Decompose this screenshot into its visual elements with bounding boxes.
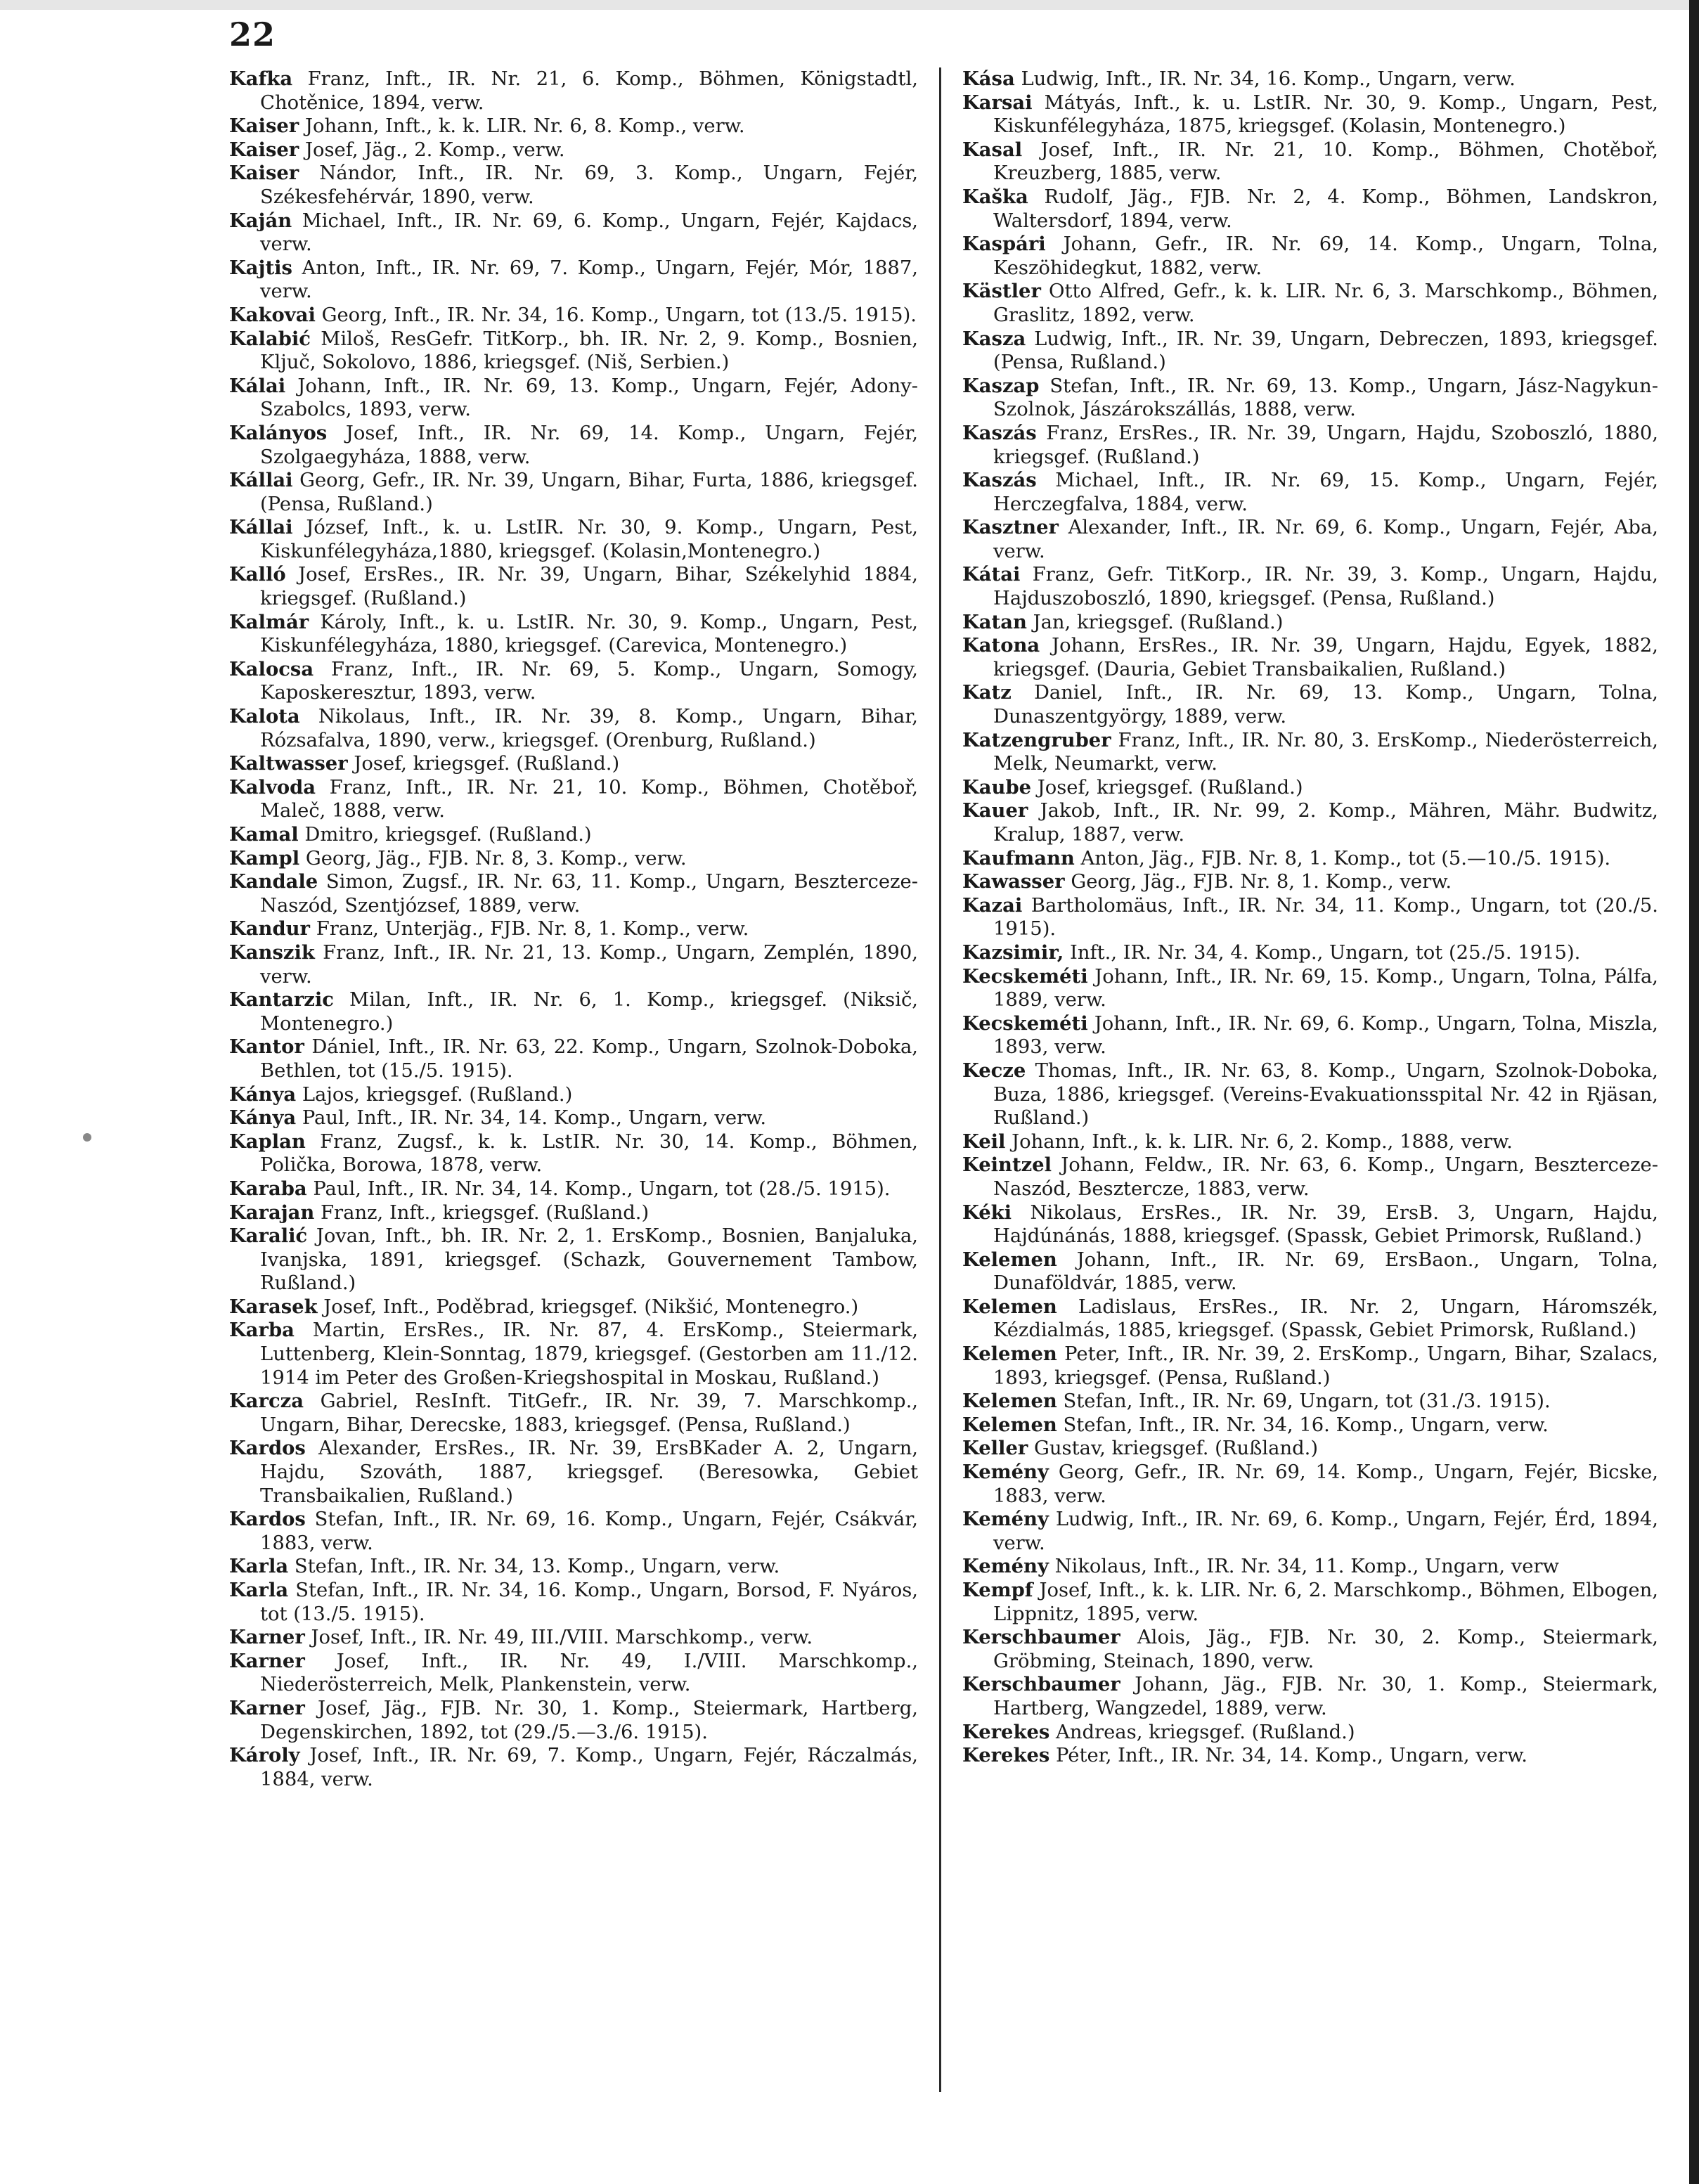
entry-details: Georg, Gefr., IR. Nr. 69, 14. Komp., Ungarn, Fejér, Bicske, 1883, verw. <box>993 1461 1658 1507</box>
list-entry <box>229 115 918 138</box>
entry-details: Thomas, Inft., IR. Nr. 63, 8. Komp., Ungarn, Szolnok-Doboka, Buza, 1886, kriegsgef. (Vereins-Evakuationsspital Nr. 42 in Rjäsan, Rußland.) <box>993 1059 1658 1130</box>
list-entry <box>229 422 918 469</box>
list-entry <box>229 1319 918 1390</box>
entry-surname: Kemény <box>962 1555 1049 1578</box>
entry-surname: Kaltwasser <box>229 752 348 775</box>
list-entry <box>229 1508 918 1555</box>
entry-surname: Keller <box>962 1437 1028 1460</box>
entry-details: Johann, Inft., IR. Nr. 69, ErsBaon., Ungarn, Tolna, Dunaföldvár, 1885, verw. <box>993 1248 1658 1295</box>
list-entry <box>962 941 1658 965</box>
entry-surname: Katz <box>962 681 1012 704</box>
entry-details: Péter, Inft., IR. Nr. 34, 14. Komp., Ungarn, verw. <box>1056 1745 1528 1767</box>
list-entry <box>962 328 1658 375</box>
entry-details: József, Inft., k. u. LstIR. Nr. 30, 9. Komp., Ungarn, Pest, Kiskunfélegyháza,1880, kriegsgef. (Kolasin,Montenegro.) <box>260 517 918 562</box>
entry-surname: Kalota <box>229 705 300 728</box>
list-entry <box>229 304 918 328</box>
entry-surname: Kawasser <box>962 870 1065 893</box>
list-entry <box>962 516 1658 563</box>
entry-details: Josef, Inft., IR. Nr. 69, 7. Komp., Ungarn, Fejér, Ráczalmás, 1884, verw. <box>260 1745 918 1790</box>
entry-details: Johann, Inft., IR. Nr. 69, 15. Komp., Ungarn, Tolna, Pálfa, 1889, verw. <box>993 965 1658 1012</box>
list-entry <box>962 799 1658 846</box>
entry-surname: Kállai <box>229 469 293 492</box>
list-entry <box>229 1437 918 1508</box>
entry-surname: Kelemen <box>962 1413 1057 1436</box>
entry-details: Michael, Inft., IR. Nr. 69, 15. Komp., Ungarn, Fejér, Herczegfalva, 1884, verw. <box>993 470 1658 515</box>
entry-surname: Kerekes <box>962 1720 1050 1743</box>
entry-surname: Kästler <box>962 280 1041 303</box>
list-entry <box>962 1721 1658 1745</box>
entry-details: Johann, Jäg., FJB. Nr. 30, 1. Komp., Steiermark, Hartberg, Wangzedel, 1889, verw. <box>993 1674 1658 1719</box>
entry-surname: Kecskeméti <box>962 1012 1088 1035</box>
entry-surname: Kalabić <box>229 327 311 350</box>
entry-details: Johann, Inft., IR. Nr. 69, 6. Komp., Ungarn, Tolna, Miszla, 1893, verw. <box>993 1012 1658 1059</box>
entry-surname: Kátai <box>962 563 1021 586</box>
entry-surname: Kaška <box>962 185 1028 208</box>
entry-surname: Kemény <box>962 1461 1049 1484</box>
list-entry <box>962 1508 1658 1555</box>
entry-details: Lajos, kriegsgef. (Rußland.) <box>302 1083 573 1106</box>
entry-details: Gustav, kriegsgef. (Rußland.) <box>1034 1437 1319 1460</box>
list-entry <box>229 1177 918 1201</box>
entry-details: Michael, Inft., IR. Nr. 69, 6. Komp., Ungarn, Fejér, Kajdacs, verw. <box>260 209 918 256</box>
entry-details: Bartholomäus, Inft., IR. Nr. 34, 11. Komp., Ungarn, tot (20./5. 1915). <box>993 894 1658 941</box>
entry-details: Nikolaus, Inft., IR. Nr. 39, 8. Komp., Ungarn, Bihar, Rózsafalva, 1890, verw., kriegsgef. (Orenburg, Rußland.) <box>260 706 918 751</box>
list-entry <box>229 870 918 917</box>
entry-surname: Katona <box>962 634 1040 657</box>
entry-surname: Kerekes <box>962 1744 1050 1767</box>
entry-details: Josef, Inft., IR. Nr. 69, 14. Komp., Ungarn, Fejér, Szolgaegyháza, 1888, verw. <box>260 422 918 468</box>
entry-details: Franz, ErsRes., IR. Nr. 39, Ungarn, Hajdu, Szoboszló, 1880, kriegsgef. (Rußland.) <box>993 422 1658 468</box>
list-entry <box>229 1390 918 1437</box>
entry-surname: Kempf <box>962 1579 1033 1601</box>
entry-surname: Kerschbaumer <box>962 1673 1120 1696</box>
list-entry <box>962 67 1658 91</box>
entry-surname: Kelemen <box>962 1343 1057 1366</box>
entry-surname: Kelemen <box>962 1248 1057 1271</box>
entry-details: Miloš, ResGefr. TitKorp., bh. IR. Nr. 2, 9. Komp., Bosnien, Ključ, Sokolovo, 1886, kriegsgef. (Niš, Serbien.) <box>260 328 918 374</box>
entry-surname: Kelemen <box>962 1390 1057 1413</box>
entry-details: Károly, Inft., k. u. LstIR. Nr. 30, 9. Komp., Ungarn, Pest, Kiskunfélegyháza, 1880, kriegsgef. (Carevica, Montenegro.) <box>260 611 918 657</box>
list-entry <box>229 1083 918 1107</box>
entry-details: Alois, Jäg., FJB. Nr. 30, 2. Komp., Steiermark, Gröbming, Steinach, 1890, verw. <box>993 1627 1658 1672</box>
list-entry <box>962 1579 1658 1626</box>
entry-surname: Karaba <box>229 1177 307 1200</box>
entry-details: Johann, Gefr., IR. Nr. 69, 14. Komp., Ungarn, Tolna, Keszöhidegkut, 1882, verw. <box>993 233 1658 279</box>
entry-surname: Kantor <box>229 1035 304 1059</box>
list-entry <box>229 328 918 375</box>
list-entry <box>229 138 918 162</box>
entry-surname: Kelemen <box>962 1295 1057 1318</box>
entry-details: Anton, Jäg., FJB. Nr. 8, 1. Komp., tot (5.—10./5. 1915). <box>1080 847 1611 870</box>
list-entry <box>229 941 918 988</box>
entry-details: Paul, Inft., IR. Nr. 34, 14. Komp., Ungarn, verw. <box>302 1107 767 1130</box>
entry-surname: Kalló <box>229 563 286 586</box>
list-entry <box>962 1461 1658 1508</box>
list-entry <box>962 634 1658 681</box>
list-entry <box>962 965 1658 1012</box>
entry-surname: Karla <box>229 1555 289 1578</box>
entry-details: Johann, Inft., k. k. LIR. Nr. 6, 8. Komp., verw. <box>304 115 745 138</box>
list-entry <box>962 729 1658 776</box>
entry-details: Martin, ErsRes., IR. Nr. 87, 4. ErsKomp., Steiermark, Luttenberg, Klein-Sonntag, 1879, kriegsgef. (Gestorben am 11./12. 1914 im Peter des Großen-Kriegshospital in Moskau, Rußland.) <box>260 1319 918 1389</box>
entry-details: Franz, Gefr. TitKorp., IR. Nr. 39, 3. Komp., Ungarn, Hajdu, Hajduszoboszló, 1890, kriegsgef. (Pensa, Rußland.) <box>993 564 1658 610</box>
entry-details: Josef, Inft., IR. Nr. 49, III./VIII. Marschkomp., verw. <box>311 1627 813 1649</box>
list-entry <box>962 422 1658 469</box>
entry-details: Anton, Inft., IR. Nr. 69, 7. Komp., Ungarn, Fejér, Mór, 1887, verw. <box>260 257 918 303</box>
list-entry <box>229 209 918 257</box>
entry-details: Josef, Inft., IR. Nr. 21, 10. Komp., Böhmen, Chotěboř, Kreuzberg, 1885, verw. <box>993 138 1658 185</box>
entry-details: Mátyás, Inft., k. u. LstIR. Nr. 30, 9. Komp., Ungarn, Pest, Kiskunfélegyháza, 1875, kriegsgef. (Kolasin, Montenegro.) <box>993 91 1658 138</box>
entry-details: Georg, Jäg., FJB. Nr. 8, 3. Komp., verw. <box>305 847 687 870</box>
list-entry <box>229 917 918 941</box>
left-column <box>229 67 918 2169</box>
list-entry <box>962 563 1658 610</box>
entry-surname: Kalvoda <box>229 775 316 799</box>
list-entry <box>229 752 918 776</box>
entry-surname: Kálai <box>229 374 286 397</box>
entry-details: Peter, Inft., IR. Nr. 39, 2. ErsKomp., Ungarn, Bihar, Szalacs, 1893, kriegsgef. (Pensa, Rußland.) <box>993 1343 1658 1389</box>
entry-details: Johann, Inft., k. k. LIR. Nr. 6, 2. Komp., 1888, verw. <box>1012 1130 1513 1153</box>
list-entry <box>229 1225 918 1295</box>
entry-surname: Kardos <box>229 1437 306 1460</box>
entry-surname: Keil <box>962 1130 1006 1153</box>
list-entry <box>229 776 918 823</box>
entry-details: Otto Alfred, Gefr., k. k. LIR. Nr. 6, 3. Marschkomp., Böhmen, Graslitz, 1892, verw. <box>993 280 1658 326</box>
scan-top-edge <box>0 0 1699 10</box>
entry-surname: Karla <box>229 1579 289 1601</box>
list-entry <box>229 1295 918 1319</box>
list-entry <box>229 1201 918 1225</box>
entry-surname: Kantarzic <box>229 988 334 1012</box>
entry-surname: Kaszap <box>962 374 1040 397</box>
entry-details: Josef, Jäg., FJB. Nr. 30, 1. Komp., Steiermark, Hartberg, Degenskirchen, 1892, tot (29./5.—3./6. 1915). <box>260 1697 918 1743</box>
scan-right-edge <box>1689 0 1699 2184</box>
entry-surname: Karasek <box>229 1295 318 1318</box>
page-number: 22 <box>229 15 276 53</box>
entry-details: Ladislaus, ErsRes., IR. Nr. 2, Ungarn, Háromszék, Kézdialmás, 1885, kriegsgef. (Spassk, Gebiet Primorsk, Rußland.) <box>993 1295 1658 1342</box>
entry-details: Stefan, Inft., IR. Nr. 34, 13. Komp., Ungarn, verw. <box>294 1556 780 1578</box>
entry-details: Nándor, Inft., IR. Nr. 69, 3. Komp., Ungarn, Fejér, Székesfehérvár, 1890, verw. <box>260 162 918 208</box>
entry-surname: Karcza <box>229 1390 304 1413</box>
entry-surname: Kása <box>962 67 1015 90</box>
entry-details: Alexander, ErsRes., IR. Nr. 39, ErsBKader A. 2, Ungarn, Hajdu, Szováth, 1887, kriegsgef. (Beresowka, Gebiet Transbaikalien, Rußland.) <box>260 1437 918 1507</box>
list-entry <box>229 67 918 115</box>
entry-details: Rudolf, Jäg., FJB. Nr. 2, 4. Komp., Böhmen, Landskron, Waltersdorf, 1894, verw. <box>993 186 1658 232</box>
list-entry <box>229 1579 918 1626</box>
column-divider <box>939 67 941 2092</box>
entry-surname: Katan <box>962 610 1027 633</box>
entry-details: Franz, Inft., IR. Nr. 80, 3. ErsKomp., Niederösterreich, Melk, Neumarkt, verw. <box>993 729 1658 775</box>
entry-details: Johann, Feldw., IR. Nr. 63, 6. Komp., Ungarn, Beszterceze-Naszód, Besztercze, 1883, verw. <box>993 1154 1658 1200</box>
list-entry <box>962 1248 1658 1295</box>
list-entry <box>229 1106 918 1130</box>
list-entry <box>229 1744 918 1791</box>
entry-details: Gabriel, ResInft. TitGefr., IR. Nr. 39, 7. Marschkomp., Ungarn, Bihar, Derecske, 1883, kriegsgef. (Pensa, Rußland.) <box>260 1390 918 1436</box>
entry-surname: Kaiser <box>229 162 299 185</box>
entry-surname: Kandur <box>229 917 310 941</box>
list-entry <box>962 1154 1658 1201</box>
entry-surname: Kállai <box>229 516 293 539</box>
list-entry <box>962 138 1658 186</box>
entry-surname: Kecskeméti <box>962 964 1088 988</box>
entry-details: Daniel, Inft., IR. Nr. 69, 13. Komp., Ungarn, Tolna, Dunaszentgyörgy, 1889, verw. <box>993 682 1658 728</box>
entry-surname: Kerschbaumer <box>962 1626 1120 1649</box>
list-entry <box>229 563 918 610</box>
entry-details: Paul, Inft., IR. Nr. 34, 14. Komp., Ungarn, tot (28./5. 1915). <box>313 1177 891 1200</box>
entry-surname: Keintzel <box>962 1154 1052 1177</box>
entry-surname: Kafka <box>229 67 293 90</box>
entry-surname: Kazsimir, <box>962 941 1064 964</box>
entry-details: Franz, Inft., IR. Nr. 69, 5. Komp., Ungarn, Somogy, Kaposkeresztur, 1893, verw. <box>260 658 918 704</box>
list-entry <box>962 280 1658 327</box>
entry-surname: Karner <box>229 1626 305 1649</box>
entry-surname: Kaube <box>962 775 1032 799</box>
list-entry <box>962 1744 1658 1768</box>
entry-details: Nikolaus, Inft., IR. Nr. 34, 11. Komp., Ungarn, verw <box>1054 1556 1559 1578</box>
entry-surname: Kéki <box>962 1201 1012 1224</box>
list-entry <box>229 516 918 563</box>
list-entry <box>962 1555 1658 1579</box>
list-entry <box>962 469 1658 516</box>
list-entry <box>962 1059 1658 1130</box>
entry-details: Stefan, Inft., IR. Nr. 69, 16. Komp., Ungarn, Fejér, Csákvár, 1883, verw. <box>260 1508 918 1554</box>
list-entry <box>962 611 1658 635</box>
right-column <box>962 67 1658 2169</box>
list-entry <box>962 1295 1658 1343</box>
list-entry <box>229 1130 918 1177</box>
entry-surname: Kánya <box>229 1106 297 1130</box>
entry-details: Dmitro, kriegsgef. (Rußland.) <box>304 824 592 846</box>
entry-details: Stefan, Inft., IR. Nr. 69, Ungarn, tot (31./3. 1915). <box>1063 1390 1551 1413</box>
entry-surname: Kazai <box>962 893 1023 917</box>
entry-details: Johann, Inft., IR. Nr. 69, 13. Komp., Ungarn, Fejér, Adony-Szabolcs, 1893, verw. <box>260 375 918 421</box>
entry-details: Franz, Inft., IR. Nr. 21, 6. Komp., Böhmen, Königstadtl, Chotěnice, 1894, verw. <box>260 68 918 114</box>
entry-surname: Kandale <box>229 870 318 893</box>
entry-details: Jovan, Inft., bh. IR. Nr. 2, 1. ErsKomp., Bosnien, Banjaluka, Ivanjska, 1891, kriegsgef. (Schazk, Gouvernement Tambow, Rußland.) <box>260 1225 918 1295</box>
entry-surname: Kaufmann <box>962 846 1075 870</box>
entry-details: Josef, kriegsgef. (Rußland.) <box>1037 776 1303 799</box>
list-entry <box>962 1437 1658 1461</box>
entry-surname: Karba <box>229 1319 295 1342</box>
list-entry <box>229 469 918 516</box>
entry-details: Ludwig, Inft., IR. Nr. 69, 6. Komp., Ungarn, Fejér, Érd, 1894, verw. <box>993 1508 1658 1554</box>
list-entry <box>962 91 1658 138</box>
entry-surname: Kalmár <box>229 610 309 633</box>
list-entry <box>229 658 918 705</box>
entry-surname: Kaiser <box>229 138 299 161</box>
entry-details: Georg, Gefr., IR. Nr. 39, Ungarn, Bihar, Furta, 1886, kriegsgef. (Pensa, Rußland.) <box>260 470 918 515</box>
list-entry <box>229 1035 918 1083</box>
entry-surname: Kalányos <box>229 421 328 444</box>
list-entry <box>962 1414 1658 1437</box>
list-entry <box>229 257 918 304</box>
entry-details: Josef, Inft., k. k. LIR. Nr. 6, 2. Marschkomp., Böhmen, Elbogen, Lippnitz, 1895, verw. <box>993 1579 1658 1625</box>
entry-surname: Kauer <box>962 799 1028 822</box>
entry-surname: Kajtis <box>229 256 292 279</box>
entry-details: Franz, Inft., IR. Nr. 21, 10. Komp., Böhmen, Chotěboř, Maleč, 1888, verw. <box>260 776 918 822</box>
list-entry <box>962 847 1658 871</box>
entry-surname: Kaiser <box>229 115 299 138</box>
margin-mark <box>83 1133 91 1142</box>
list-entry <box>962 1012 1658 1059</box>
list-entry <box>962 1673 1658 1720</box>
entry-surname: Karner <box>229 1649 305 1672</box>
entry-surname: Kalocsa <box>229 657 314 680</box>
list-entry <box>229 847 918 871</box>
entry-surname: Karajan <box>229 1201 315 1224</box>
entry-details: Josef, Jäg., 2. Komp., verw. <box>304 138 565 161</box>
entry-details: Ludwig, Inft., IR. Nr. 39, Ungarn, Debreczen, 1893, kriegsgef. (Pensa, Rußland.) <box>993 328 1658 374</box>
list-entry <box>229 705 918 752</box>
entry-surname: Kakovai <box>229 303 316 326</box>
list-entry <box>962 1343 1658 1390</box>
entry-surname: Kasza <box>962 327 1026 350</box>
list-entry <box>962 1390 1658 1414</box>
entry-surname: Kaplan <box>229 1130 306 1153</box>
entry-details: Stefan, Inft., IR. Nr. 34, 16. Komp., Ungarn, verw. <box>1063 1414 1549 1436</box>
list-entry <box>229 375 918 422</box>
entry-details: Andreas, kriegsgef. (Rußland.) <box>1056 1721 1355 1743</box>
entry-details: Stefan, Inft., IR. Nr. 34, 16. Komp., Ungarn, Borsod, F. Nyáros, tot (13./5. 1915). <box>260 1579 918 1625</box>
list-entry <box>962 776 1658 800</box>
entry-details: Josef, Inft., IR. Nr. 49, I./VIII. Marschkomp., Niederösterreich, Melk, Plankenstein, verw. <box>260 1650 918 1696</box>
list-entry <box>229 1697 918 1744</box>
entry-details: Inft., IR. Nr. 34, 4. Komp., Ungarn, tot (25./5. 1915). <box>1070 941 1581 964</box>
list-entry <box>962 186 1658 233</box>
entry-surname: Kasal <box>962 138 1023 161</box>
entry-surname: Kemény <box>962 1508 1049 1531</box>
entry-details: Franz, Inft., kriegsgef. (Rußland.) <box>321 1201 650 1224</box>
entry-details: Alexander, Inft., IR. Nr. 69, 6. Komp., Ungarn, Fejér, Aba, verw. <box>993 517 1658 562</box>
entry-surname: Kaszás <box>962 469 1037 492</box>
list-entry <box>229 162 918 209</box>
entry-details: Jakob, Inft., IR. Nr. 99, 2. Komp., Mähren, Mähr. Budwitz, Kralup, 1887, verw. <box>993 800 1658 846</box>
entry-details: Georg, Inft., IR. Nr. 34, 16. Komp., Ungarn, tot (13./5. 1915). <box>321 304 917 326</box>
entry-details: Dániel, Inft., IR. Nr. 63, 22. Komp., Ungarn, Szolnok-Doboka, Bethlen, tot (15./5. 1915). <box>260 1036 918 1082</box>
list-entry <box>962 894 1658 941</box>
entry-surname: Kasztner <box>962 516 1059 539</box>
list-entry <box>962 1626 1658 1673</box>
list-entry <box>229 1626 918 1650</box>
entry-details: Josef, kriegsgef. (Rußland.) <box>354 753 620 775</box>
entry-details: Ludwig, Inft., IR. Nr. 34, 16. Komp., Ungarn, verw. <box>1021 68 1516 90</box>
list-entry <box>229 611 918 658</box>
entry-details: Josef, Inft., Poděbrad, kriegsgef. (Nikšić, Montenegro.) <box>323 1295 859 1318</box>
list-entry <box>229 988 918 1035</box>
entry-surname: Kecze <box>962 1059 1026 1082</box>
entry-surname: Karsai <box>962 91 1033 114</box>
list-entry <box>962 1201 1658 1248</box>
entry-surname: Kánya <box>229 1083 297 1106</box>
list-entry <box>962 681 1658 728</box>
entry-details: Georg, Jäg., FJB. Nr. 8, 1. Komp., verw. <box>1071 871 1452 893</box>
entry-surname: Kanszik <box>229 941 315 964</box>
entry-details: Franz, Inft., IR. Nr. 21, 13. Komp., Ungarn, Zemplén, 1890, verw. <box>260 941 918 988</box>
entry-details: Simon, Zugsf., IR. Nr. 63, 11. Komp., Ungarn, Beszterceze-Naszód, Szentjózsef, 1889, verw. <box>260 871 918 917</box>
entry-details: Jan, kriegsgef. (Rußland.) <box>1033 611 1284 633</box>
entry-details: Josef, ErsRes., IR. Nr. 39, Ungarn, Bihar, Székelyhid 1884, kriegsgef. (Rußland.) <box>260 564 918 610</box>
list-entry <box>962 1130 1658 1154</box>
entry-details: Milan, Inft., IR. Nr. 6, 1. Komp., kriegsgef. (Niksič, Montenegro.) <box>260 989 918 1035</box>
entry-surname: Kaspári <box>962 233 1046 256</box>
entry-details: Stefan, Inft., IR. Nr. 69, 13. Komp., Ungarn, Jász-Nagykun-Szolnok, Jászárokszállás, 1888, verw. <box>993 375 1658 421</box>
entry-surname: Karner <box>229 1696 305 1719</box>
entry-details: Nikolaus, ErsRes., IR. Nr. 39, ErsB. 3, Ungarn, Hajdu, Hajdúnánás, 1888, kriegsgef. (Spassk, Gebiet Primorsk, Rußland.) <box>993 1201 1658 1248</box>
entry-surname: Károly <box>229 1744 300 1767</box>
entry-details: Johann, ErsRes., IR. Nr. 39, Ungarn, Hajdu, Egyek, 1882, kriegsgef. (Dauria, Gebiet Transbaikalien, Rußland.) <box>993 635 1658 680</box>
entry-surname: Katzengruber <box>962 728 1111 751</box>
entry-details: Franz, Zugsf., k. k. LstIR. Nr. 30, 14. Komp., Böhmen, Polička, Borowa, 1878, verw. <box>260 1130 918 1177</box>
entry-details: Franz, Unterjäg., FJB. Nr. 8, 1. Komp., verw. <box>316 918 749 941</box>
entry-surname: Kardos <box>229 1508 306 1531</box>
list-entry <box>962 375 1658 422</box>
entry-surname: Kaszás <box>962 421 1037 444</box>
entry-surname: Karalić <box>229 1225 308 1248</box>
list-entry <box>229 1650 918 1697</box>
list-entry <box>962 233 1658 280</box>
entry-surname: Kampl <box>229 846 300 870</box>
entry-surname: Kaján <box>229 209 292 232</box>
entry-surname: Kamal <box>229 823 299 846</box>
list-entry <box>229 823 918 847</box>
list-entry <box>229 1555 918 1579</box>
list-entry <box>962 870 1658 894</box>
